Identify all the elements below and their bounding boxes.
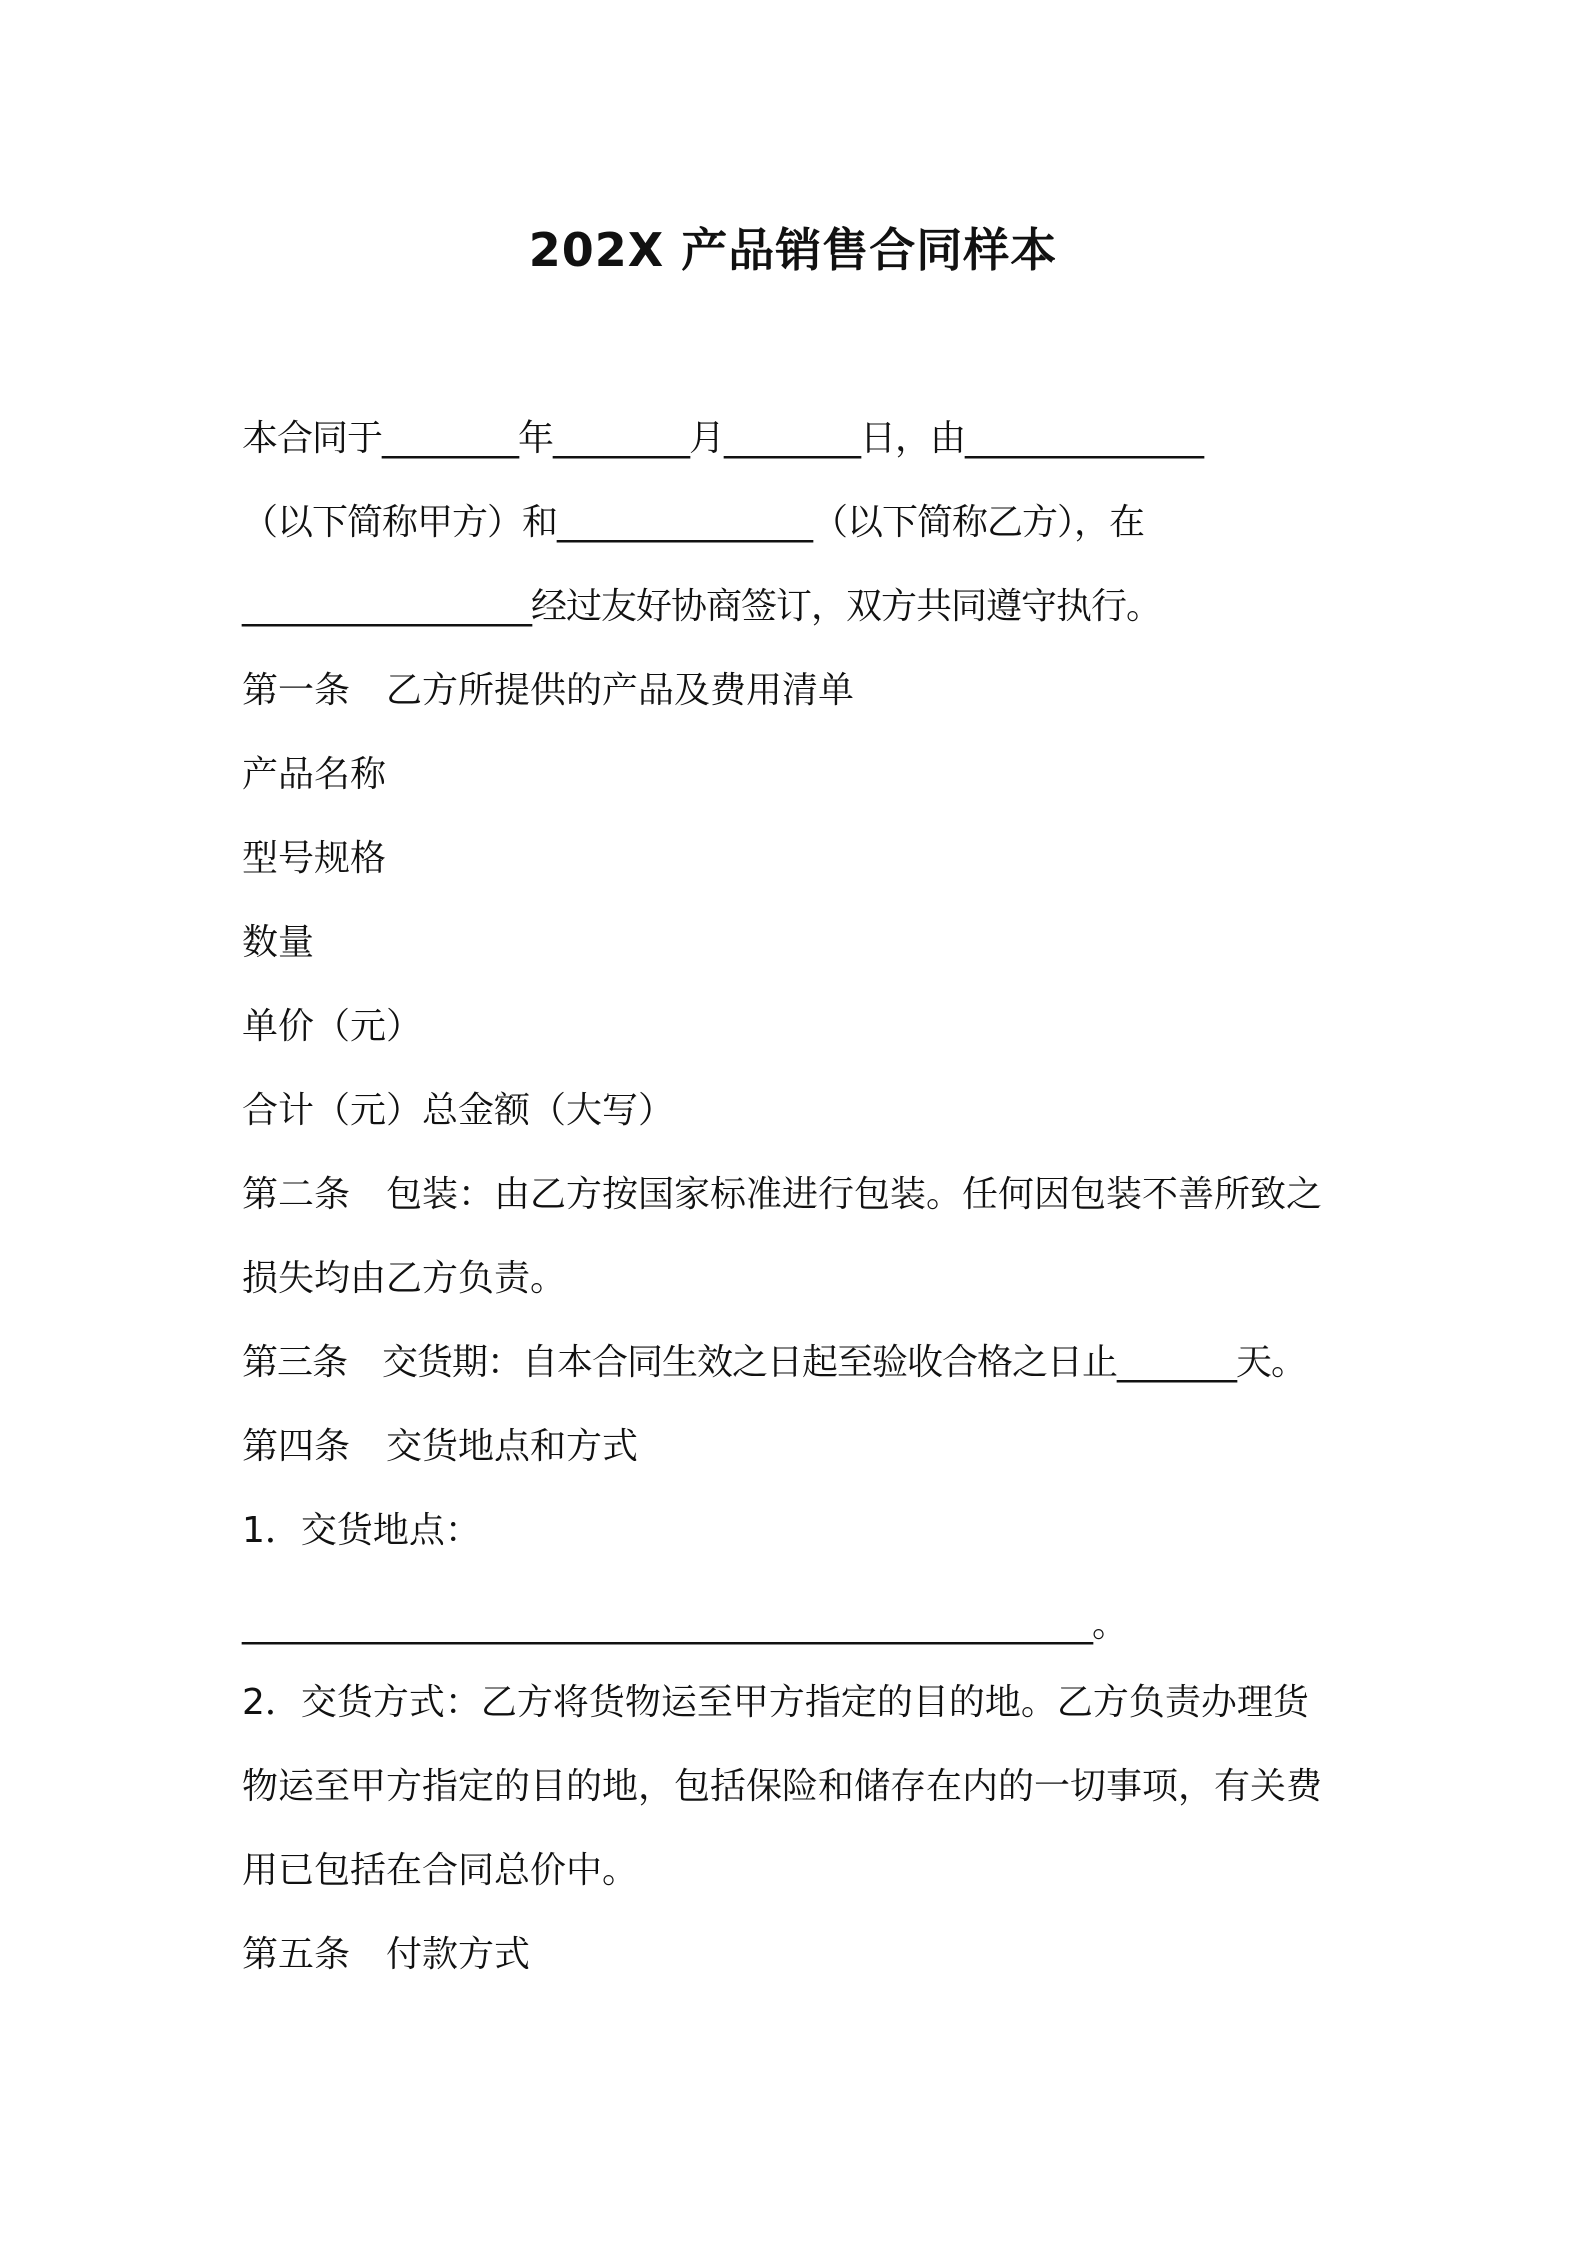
- delivery-method-line-1: 2．交货方式：乙方将货物运至甲方指定的目的地。乙方负责办理货: [242, 1682, 1309, 1723]
- delivery-method-line-2: 物运至甲方指定的目的地，包括保险和储存在内的一切事项，有关费: [242, 1766, 1323, 1807]
- item-model-spec: 型号规格: [242, 838, 387, 879]
- contract-intro-line-1: 本合同于________年________月________日，由______________: [242, 418, 1204, 459]
- item-total-amount: 合计（元）总金额（大写）: [242, 1090, 675, 1131]
- item-product-name: 产品名称: [242, 754, 387, 795]
- article-5-heading: 第五条 付款方式: [242, 1934, 531, 1975]
- article-2-line-2: 损失均由乙方负责。: [242, 1258, 567, 1299]
- item-unit-price: 单价（元）: [242, 1006, 423, 1047]
- article-4-heading: 第四条 交货地点和方式: [242, 1426, 639, 1467]
- delivery-location-label: 1．交货地点：: [242, 1510, 481, 1551]
- delivery-method-line-3: 用已包括在合同总价中。: [242, 1850, 639, 1891]
- contract-intro-line-3: _________________经过友好协商签订，双方共同遵守执行。: [242, 586, 1162, 627]
- article-3: 第三条 交货期：自本合同生效之日起至验收合格之日止_______天。: [242, 1342, 1307, 1383]
- item-quantity: 数量: [242, 922, 315, 963]
- delivery-location-blank: __________________________________________________。: [242, 1604, 1127, 1645]
- document-title: 202X 产品销售合同样本: [528, 223, 1058, 277]
- article-2-line-1: 第二条 包装：由乙方按国家标准进行包装。任何因包装不善所致之: [242, 1174, 1323, 1215]
- contract-intro-line-2: （以下简称甲方）和_______________（以下简称乙方），在: [242, 502, 1145, 543]
- article-1-heading: 第一条 乙方所提供的产品及费用清单: [242, 670, 855, 711]
